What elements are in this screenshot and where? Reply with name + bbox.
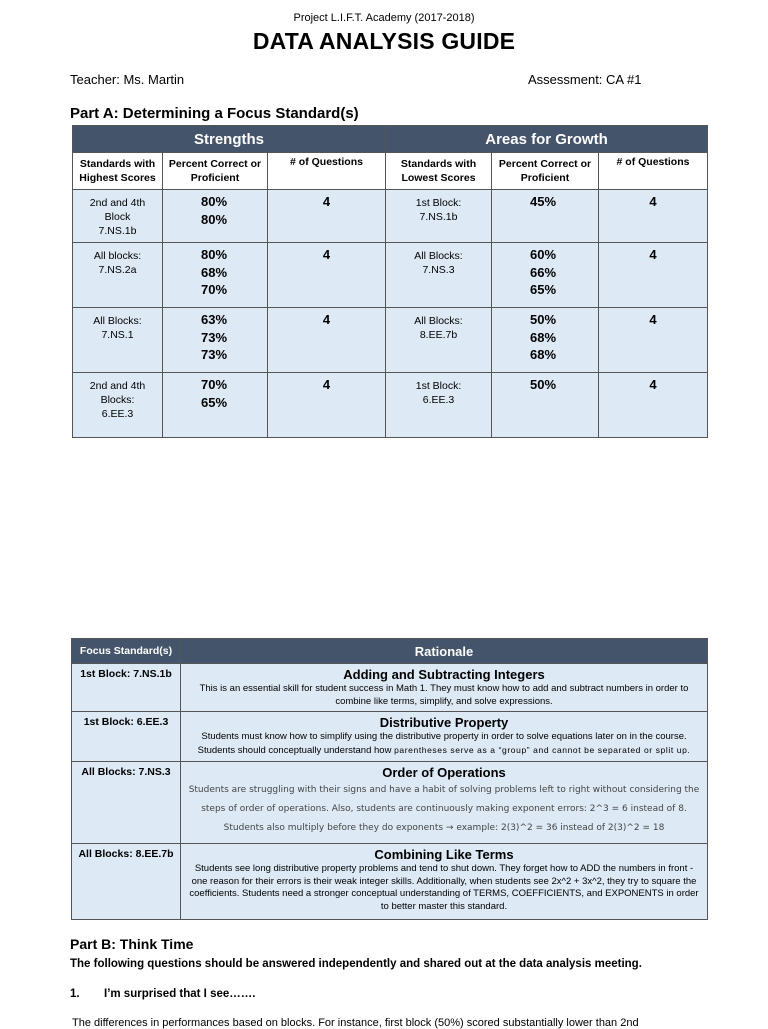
part-b-instructions: The following questions should be answered independently and shared out at the data analysis meeting. <box>70 958 642 970</box>
focus-standard-cell: 1st Block: 6.EE.3 <box>72 712 181 762</box>
column-header: Standards with Highest Scores <box>73 153 163 190</box>
percent-cell <box>492 373 599 438</box>
standard-cell-line: 7.NS.3 <box>422 264 455 276</box>
teacher-label: Teacher: Ms. Martin <box>70 72 185 87</box>
standard-cell-line: 2nd and 4th <box>89 197 146 209</box>
standards-table <box>72 125 708 438</box>
questions-cell: 4 <box>599 243 708 308</box>
standard-cell-line: 2nd and 4th <box>89 380 146 392</box>
rationale-title: Distributive Property <box>379 715 509 730</box>
rationale-title: Combining Like Terms <box>374 847 514 862</box>
percent-cell-line: 73% <box>201 347 228 362</box>
standard-cell-line: 7.NS.2a <box>98 264 137 276</box>
percent-cell-line: 68% <box>201 264 228 280</box>
percent-cell-line: 70% <box>201 377 228 392</box>
rationale-text-main: Students must know how to simplify using the distributive property in order to solve equations later on in the course. Students should conceptually understand how <box>197 731 687 756</box>
rationale-text <box>187 731 701 757</box>
standard-cell-line: 7.NS.1b <box>98 225 137 237</box>
focus-standards-header: Focus Standard(s) <box>72 639 181 664</box>
focus-standard-cell: All Blocks: 7.NS.3 <box>72 762 181 844</box>
standard-cell-line: 6.EE.3 <box>101 408 134 420</box>
project-name: Project L.I.F.T. Academy (2017-2018) <box>293 12 475 24</box>
standard-cell-line: 7.NS.1b <box>419 211 458 223</box>
standard-cell-line: All Blocks: <box>414 315 463 327</box>
questions-cell: 4 <box>599 308 708 373</box>
standard-cell-line: 6.EE.3 <box>422 394 455 406</box>
focus-standard-cell: All Blocks: 8.EE.7b <box>72 844 181 920</box>
standard-cell-line: All Blocks: <box>93 315 142 327</box>
question-1 <box>70 988 255 1000</box>
rationale-text-small: parentheses serve as a “group” and cannot be separated or split up. <box>394 744 691 755</box>
rationale-text: Students are struggling with their signs and have a habit of solving problems left to right without considering the steps of order of operations. Also, students are continuously making exponent errors: 2^3 = 6 instead of 8. Students also multiply before they do exponents → example: 2(3)^2 = 36 instead of 2(3)^2 = 18 <box>188 785 700 833</box>
percent-cell <box>492 243 599 308</box>
rationale-cell <box>181 664 708 712</box>
percent-cell-line: 80% <box>201 194 228 209</box>
column-header: Standards with Lowest Scores <box>386 153 492 190</box>
percent-cell-line: 68% <box>530 347 557 362</box>
percent-cell-line: 80% <box>201 211 228 227</box>
percent-cell-line: 66% <box>530 264 557 280</box>
page-title: DATA ANALYSIS GUIDE <box>252 28 516 54</box>
questions-cell: 4 <box>268 243 386 308</box>
column-header: # of Questions <box>599 153 708 190</box>
standard-cell <box>386 373 492 438</box>
percent-cell-line: 68% <box>530 329 557 345</box>
standard-cell-line: 8.EE.7b <box>419 329 458 341</box>
standard-cell-line: All Blocks: <box>414 250 463 262</box>
percent-cell-line: 50% <box>530 377 557 392</box>
percent-cell-line: 63% <box>201 312 228 327</box>
part-a-heading: Part A: Determining a Focus Standard(s) <box>70 105 359 122</box>
table-row <box>73 308 708 373</box>
standard-cell-line: Blocks: <box>100 394 135 406</box>
percent-cell <box>163 243 268 308</box>
percent-cell-line: 73% <box>201 329 228 345</box>
percent-cell <box>163 190 268 243</box>
percent-cell <box>492 190 599 243</box>
standard-cell <box>386 308 492 373</box>
rationale-title: Order of Operations <box>382 765 506 780</box>
focus-standards-table <box>71 638 708 920</box>
percent-cell-line: 65% <box>201 394 228 410</box>
column-header: Percent Correct or Proficient <box>492 153 599 190</box>
percent-cell-line: 70% <box>201 282 228 297</box>
standard-cell <box>73 373 163 438</box>
percent-cell-line: 80% <box>201 247 228 262</box>
answer-text: The differences in performances based on blocks. For instance, first block (50%) scored substantially lower than 2nd <box>72 1017 639 1029</box>
growth-header: Areas for Growth <box>386 126 708 153</box>
percent-cell-line: 65% <box>530 282 557 297</box>
table-row <box>73 243 708 308</box>
question-text: I’m surprised that I see……. <box>104 988 256 1000</box>
percent-cell <box>492 308 599 373</box>
questions-cell: 4 <box>268 373 386 438</box>
standard-cell <box>73 243 163 308</box>
standard-cell-line: 7.NS.1 <box>101 329 134 341</box>
assessment-label: Assessment: CA #1 <box>528 72 642 87</box>
rationale-cell <box>181 712 708 762</box>
standard-cell <box>386 190 492 243</box>
standard-cell-line: 1st Block: <box>415 197 462 209</box>
standard-cell <box>73 190 163 243</box>
rationale-text: Students see long distributive property problems and tend to shut down. They forget how to ADD the numbers in front - one reason for their errors is their weak integer skills. Additionally, when students see 2x^2 + 3x^2, they try to square the coefficients. Students need a stronger conceptual understanding of TERMS, COEFFICIENTS, and EXPONENTS in order to better master this standard. <box>189 863 699 912</box>
table-row <box>73 373 708 438</box>
rationale-cell <box>181 762 708 844</box>
part-b-heading: Part B: Think Time <box>70 936 194 952</box>
rationale-header: Rationale <box>181 639 708 664</box>
percent-cell <box>163 373 268 438</box>
questions-cell: 4 <box>268 308 386 373</box>
rationale-title: Adding and Subtracting Integers <box>343 667 545 682</box>
percent-cell-line: 45% <box>530 194 557 209</box>
standard-cell-line: All blocks: <box>93 250 142 262</box>
standard-cell-line: Block <box>104 211 131 223</box>
percent-cell <box>163 308 268 373</box>
strengths-header: Strengths <box>73 126 386 153</box>
questions-cell: 4 <box>268 190 386 243</box>
percent-cell-line: 50% <box>530 312 557 327</box>
column-header: Percent Correct or Proficient <box>163 153 268 190</box>
column-header: # of Questions <box>268 153 386 190</box>
questions-cell: 4 <box>599 373 708 438</box>
rationale-cell <box>181 844 708 920</box>
standard-cell <box>73 308 163 373</box>
questions-cell: 4 <box>599 190 708 243</box>
rationale-text: This is an essential skill for student success in Math 1. They must know how to add and subtract numbers in order to combine like terms, simplify, and solve expressions. <box>199 683 689 707</box>
focus-standard-cell: 1st Block: 7.NS.1b <box>72 664 181 712</box>
table-row <box>73 190 708 243</box>
standard-cell <box>386 243 492 308</box>
percent-cell-line: 60% <box>530 247 557 262</box>
question-number: 1. <box>70 988 80 1000</box>
standard-cell-line: 1st Block: <box>415 380 462 392</box>
